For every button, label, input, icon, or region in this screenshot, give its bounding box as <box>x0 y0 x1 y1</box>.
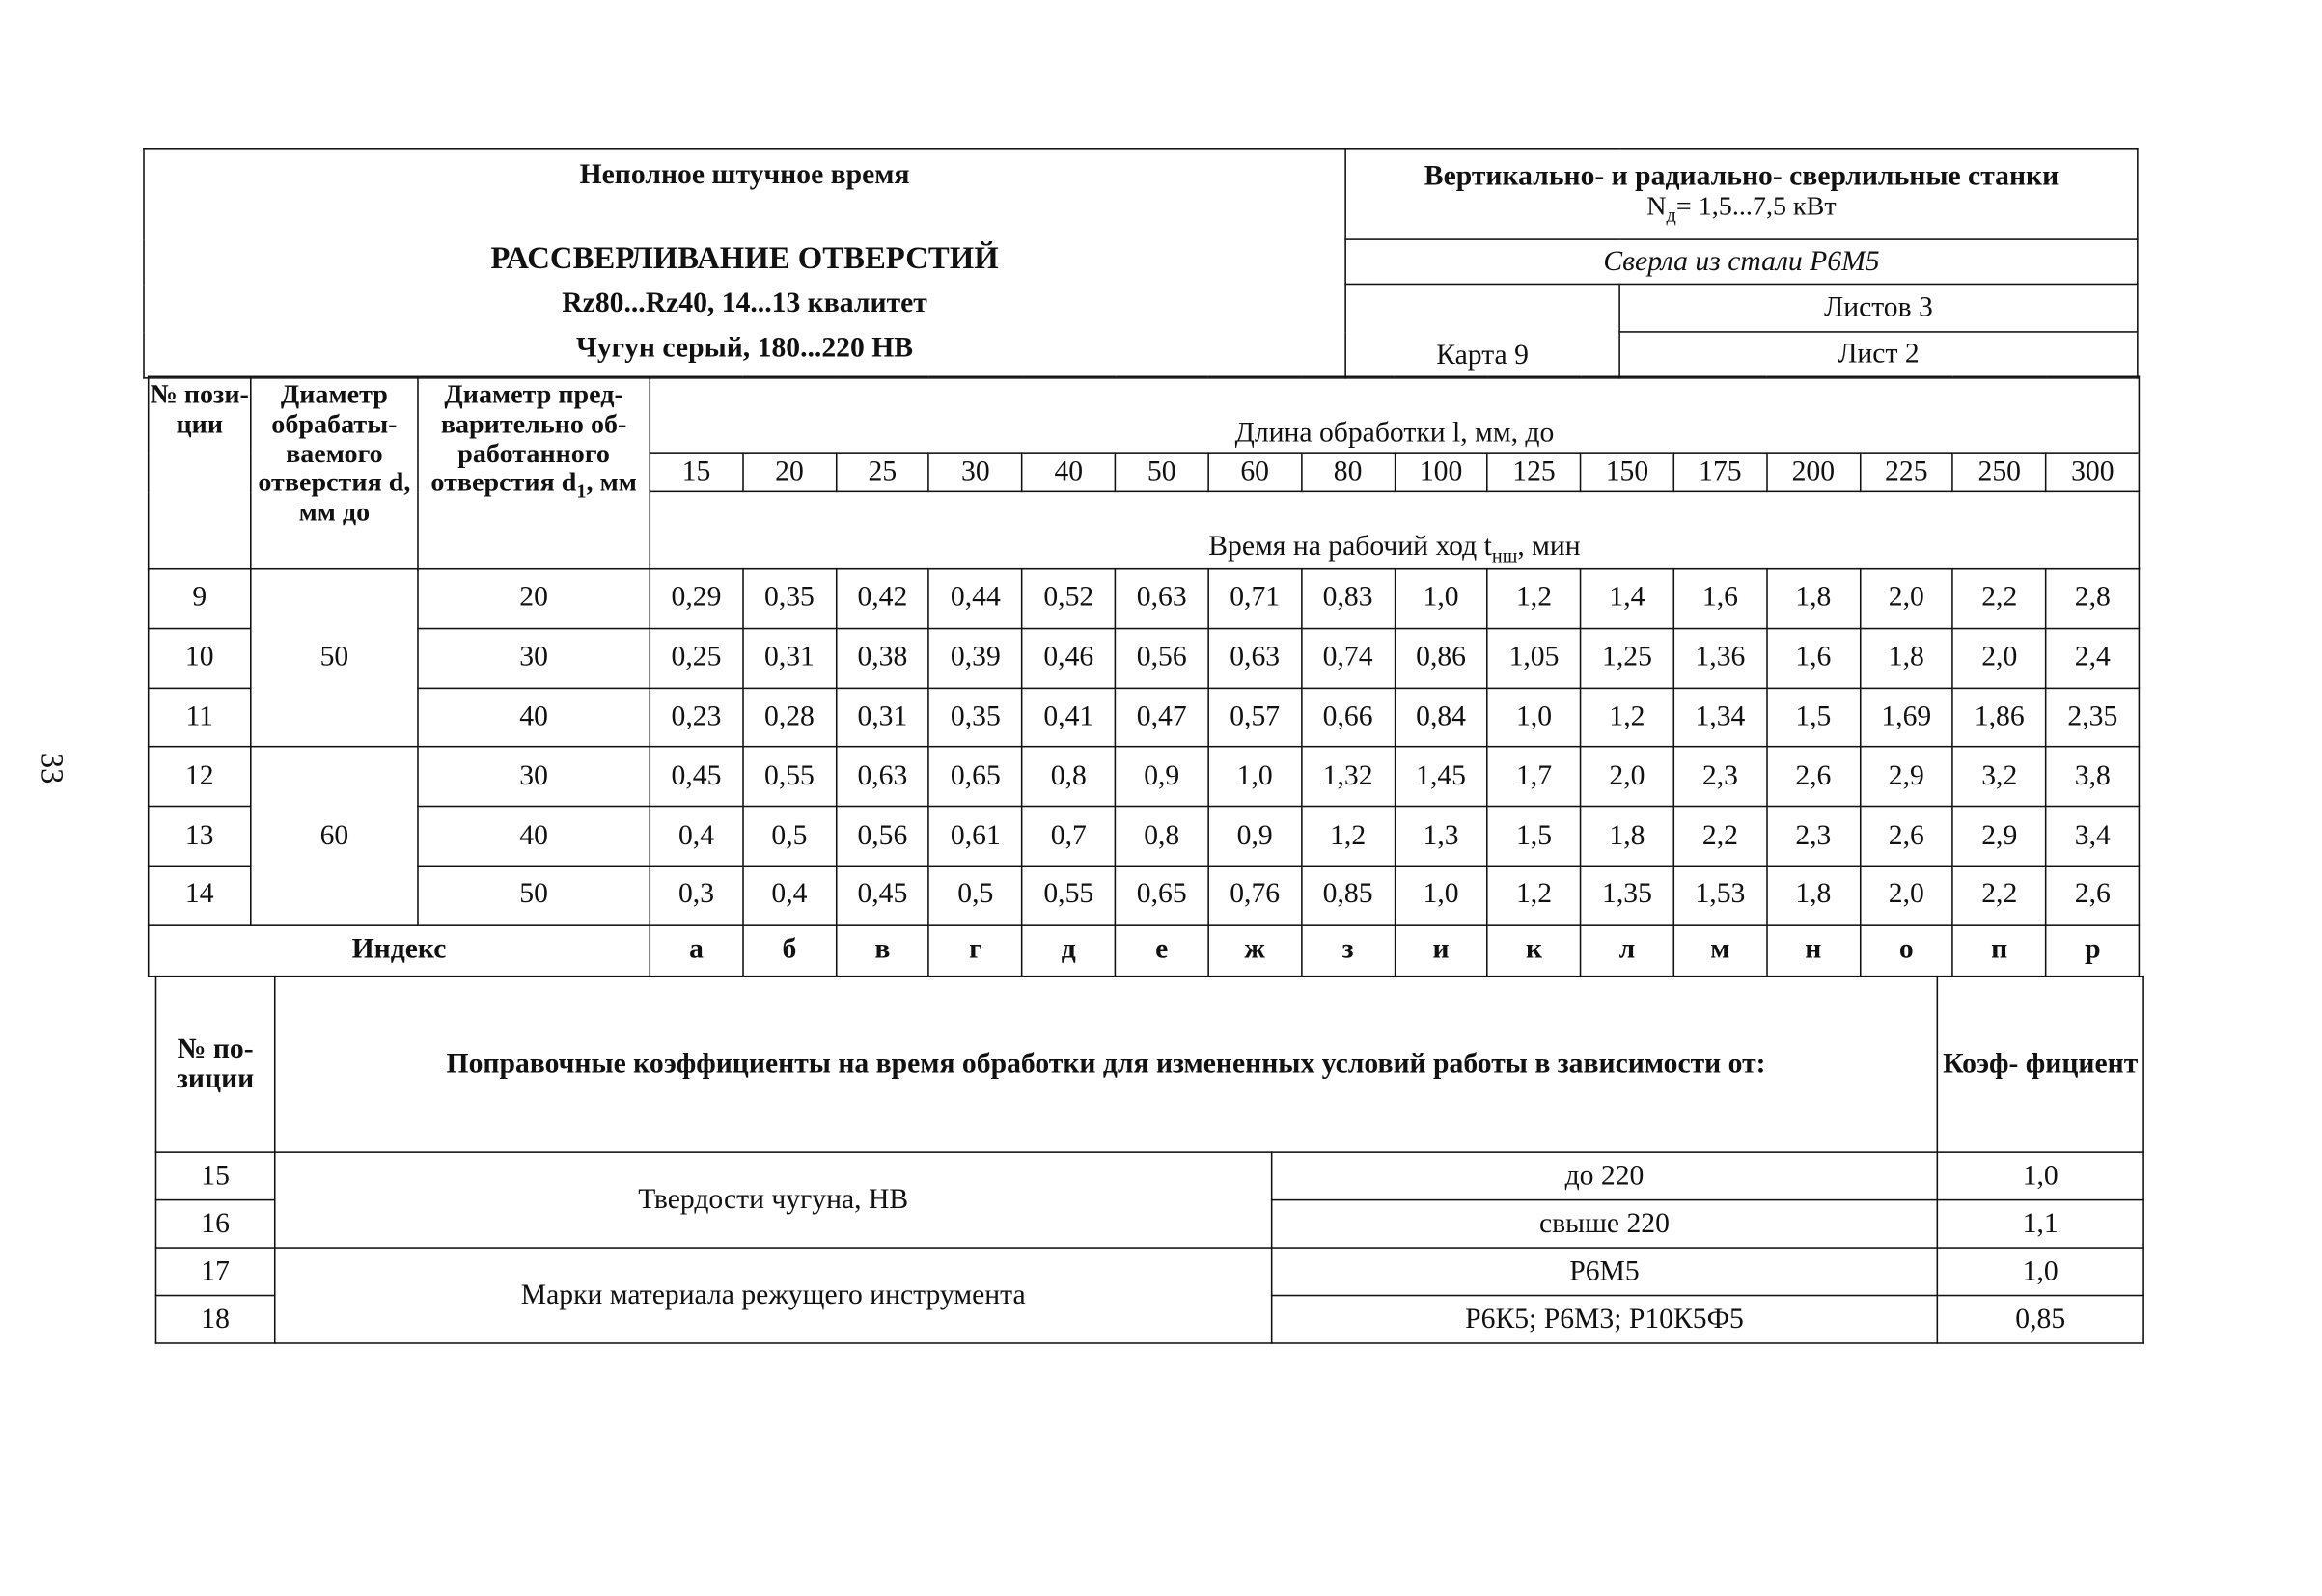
time-value-cell: 0,84 <box>1395 688 1487 748</box>
index-cell: ж <box>1208 925 1301 977</box>
index-label: Индекс <box>149 925 650 977</box>
corr-position-header: № по- зиции <box>155 977 274 1152</box>
pre-diameter-cell: 30 <box>418 628 650 688</box>
time-value-cell: 0,41 <box>1022 688 1115 748</box>
time-value-cell: 1,6 <box>1673 569 1766 629</box>
time-value-cell: 0,83 <box>1301 569 1394 629</box>
index-cell: в <box>836 925 928 977</box>
pre-diameter-sub: 1 <box>576 480 587 503</box>
time-value-cell: 1,2 <box>1301 807 1394 867</box>
index-cell: г <box>929 925 1022 977</box>
time-value-cell: 0,57 <box>1208 688 1301 748</box>
header-material: Чугун серый, 180...220 НВ <box>576 332 914 365</box>
time-value-cell: 0,45 <box>650 747 742 807</box>
time-value-cell: 1,45 <box>1395 747 1487 807</box>
time-value-cell: 0,74 <box>1301 628 1394 688</box>
time-value-cell: 0,71 <box>1208 569 1301 629</box>
time-value-cell: 1,36 <box>1673 628 1766 688</box>
time-value-cell: 3,8 <box>2046 747 2140 807</box>
time-value-cell: 0,23 <box>650 688 742 748</box>
time-value-cell: 1,2 <box>1487 866 1580 925</box>
index-cell: д <box>1022 925 1115 977</box>
corr-coef-cell: 1,0 <box>1937 1152 2143 1199</box>
time-value-cell: 2,9 <box>1860 747 1952 807</box>
time-value-cell: 2,3 <box>1767 807 1860 867</box>
time-value-cell: 0,3 <box>650 866 742 925</box>
time-value-cell: 0,61 <box>929 807 1022 867</box>
time-value-cell: 0,85 <box>1301 866 1394 925</box>
time-value-cell: 1,2 <box>1581 688 1673 748</box>
corr-condition-cell: свыше 220 <box>1272 1200 1938 1248</box>
table-row <box>149 866 2140 925</box>
time-value-cell: 1,05 <box>1487 628 1580 688</box>
corr-coef-cell: 1,1 <box>1937 1200 2143 1248</box>
time-value-cell: 0,55 <box>1022 866 1115 925</box>
header-card: Карта 9 <box>1345 284 1619 377</box>
time-value-cell: 1,2 <box>1487 569 1580 629</box>
time-value-cell: 2,6 <box>1767 747 1860 807</box>
corr-position-cell: 15 <box>155 1152 274 1199</box>
time-value-cell: 0,7 <box>1022 807 1115 867</box>
col-pre-diameter-header <box>418 376 650 568</box>
time-value-cell: 0,9 <box>1208 807 1301 867</box>
time-value-cell: 1,53 <box>1673 866 1766 925</box>
correction-table <box>155 976 2144 1344</box>
page-number: 33 <box>35 752 72 784</box>
corr-condition-cell: Р6М5 <box>1272 1248 1938 1295</box>
index-cell: м <box>1673 925 1766 977</box>
length-cell: 25 <box>836 453 928 491</box>
corr-position-cell: 17 <box>155 1248 274 1295</box>
position-cell: 12 <box>149 747 251 807</box>
corr-position-cell: 16 <box>155 1200 274 1248</box>
time-value-cell: 1,3 <box>1395 807 1487 867</box>
time-value-cell: 2,0 <box>1581 747 1673 807</box>
time-header-text: Время на рабочий ход t <box>1208 530 1492 563</box>
time-value-cell: 1,8 <box>1767 866 1860 925</box>
time-value-cell: 2,2 <box>1673 807 1766 867</box>
pre-diameter-cell: 20 <box>418 569 650 629</box>
time-value-cell: 1,8 <box>1860 628 1952 688</box>
time-value-cell: 2,9 <box>1953 807 2046 867</box>
length-header: Длина обработки l, мм, до <box>650 376 2139 453</box>
corr-condition-cell: до 220 <box>1272 1152 1938 1199</box>
pre-diameter-text: Диаметр пред- варительно об- работанного отверстия d <box>430 378 627 498</box>
length-cell: 80 <box>1301 453 1394 491</box>
time-value-cell: 0,47 <box>1115 688 1207 748</box>
length-cell: 100 <box>1395 453 1487 491</box>
length-cell: 60 <box>1208 453 1301 491</box>
time-value-cell: 1,0 <box>1395 569 1487 629</box>
time-value-cell: 0,31 <box>836 688 928 748</box>
table-row <box>149 688 2140 748</box>
length-cell: 300 <box>2046 453 2140 491</box>
length-cell: 225 <box>1860 453 1952 491</box>
index-cell: з <box>1301 925 1394 977</box>
table-row <box>149 807 2140 867</box>
time-value-cell: 0,86 <box>1395 628 1487 688</box>
position-cell: 10 <box>149 628 251 688</box>
length-cell: 15 <box>650 453 742 491</box>
pre-diameter-unit: , мм <box>586 467 637 498</box>
time-value-cell: 1,35 <box>1581 866 1673 925</box>
time-value-cell: 1,8 <box>1767 569 1860 629</box>
header-power: $N_д= 1,5...7,5$ кВт <box>1646 190 1837 227</box>
header-machines-cell <box>1345 149 2138 239</box>
position-cell: 14 <box>149 866 251 925</box>
index-cell: р <box>2046 925 2140 977</box>
time-value-cell: 0,42 <box>836 569 928 629</box>
header-row <box>149 376 2140 453</box>
header-sheet: Лист 2 <box>1619 332 2138 378</box>
time-value-cell: 0,63 <box>1208 628 1301 688</box>
time-value-cell: 2,0 <box>1953 628 2046 688</box>
time-value-cell: 2,3 <box>1673 747 1766 807</box>
time-value-cell: 0,4 <box>743 866 836 925</box>
time-value-cell: 0,63 <box>836 747 928 807</box>
time-value-cell: 2,4 <box>2046 628 2140 688</box>
time-value-cell: 0,4 <box>650 807 742 867</box>
index-cell: и <box>1395 925 1487 977</box>
index-cell: е <box>1115 925 1207 977</box>
time-value-cell: 1,69 <box>1860 688 1952 748</box>
length-cell: 150 <box>1581 453 1673 491</box>
time-header-sub: нш <box>1491 543 1518 566</box>
time-value-cell: 0,55 <box>743 747 836 807</box>
time-value-cell: 0,65 <box>1115 866 1207 925</box>
time-value-cell: 0,35 <box>743 569 836 629</box>
time-value-cell: 1,4 <box>1581 569 1673 629</box>
time-value-cell: 2,6 <box>2046 866 2140 925</box>
time-value-cell: 0,38 <box>836 628 928 688</box>
length-cell: 250 <box>1953 453 2046 491</box>
time-value-cell: 0,76 <box>1208 866 1301 925</box>
time-value-cell: 1,34 <box>1673 688 1766 748</box>
time-value-cell: 0,65 <box>929 747 1022 807</box>
time-value-cell: 1,86 <box>1953 688 2046 748</box>
index-cell: б <box>743 925 836 977</box>
header-sheets: Листов 3 <box>1619 284 2138 331</box>
correction-row <box>155 1248 2143 1295</box>
pre-diameter-cell: 50 <box>418 866 650 925</box>
corr-coef-cell: 1,0 <box>1937 1248 2143 1295</box>
time-value-cell: 0,44 <box>929 569 1022 629</box>
header-left-cell <box>144 149 1345 378</box>
time-value-cell: 0,39 <box>929 628 1022 688</box>
table-row <box>149 628 2140 688</box>
time-value-cell: 0,56 <box>1115 628 1207 688</box>
corr-coef-cell: 0,85 <box>1937 1296 2143 1343</box>
index-cell: п <box>1953 925 2046 977</box>
pre-diameter-cell: 40 <box>418 688 650 748</box>
corr-coefficient-header: Коэф- фициент <box>1937 977 2143 1152</box>
pre-diameter-cell: 40 <box>418 807 650 867</box>
time-value-cell: 0,8 <box>1022 747 1115 807</box>
time-value-cell: 0,45 <box>836 866 928 925</box>
corr-factor-cell: Твердости чугуна, НВ <box>275 1152 1272 1248</box>
time-value-cell: 0,25 <box>650 628 742 688</box>
time-value-cell: 1,0 <box>1395 866 1487 925</box>
time-value-cell: 1,8 <box>1581 807 1673 867</box>
time-value-cell: 2,8 <box>2046 569 2140 629</box>
corr-position-cell: 18 <box>155 1296 274 1343</box>
time-value-cell: 0,28 <box>743 688 836 748</box>
length-cell: 20 <box>743 453 836 491</box>
time-value-cell: 0,5 <box>929 866 1022 925</box>
index-row <box>149 925 2140 977</box>
time-value-cell: 2,2 <box>1953 569 2046 629</box>
table-row <box>149 569 2140 629</box>
time-value-cell: 0,35 <box>929 688 1022 748</box>
index-cell: н <box>1767 925 1860 977</box>
time-table <box>148 376 2141 977</box>
time-value-cell: 2,2 <box>1953 866 2046 925</box>
header-drills: Сверла из стали Р6М5 <box>1345 239 2138 284</box>
time-value-cell: 3,2 <box>1953 747 2046 807</box>
time-value-cell: 3,4 <box>2046 807 2140 867</box>
length-cell: 125 <box>1487 453 1580 491</box>
time-value-cell: 0,63 <box>1115 569 1207 629</box>
index-cell: о <box>1860 925 1952 977</box>
position-cell: 13 <box>149 807 251 867</box>
header-roughness: Rz80...Rz40, 14...13 квалитет <box>562 288 927 319</box>
time-value-cell: 0,46 <box>1022 628 1115 688</box>
header-title: РАССВЕРЛИВАНИЕ ОТВЕРСТИЙ <box>490 239 999 276</box>
position-cell: 9 <box>149 569 251 629</box>
time-value-cell: 1,5 <box>1767 688 1860 748</box>
position-cell: 11 <box>149 688 251 748</box>
time-header-unit: , мин <box>1517 530 1581 563</box>
col-position-header: № пози- ции <box>149 376 251 568</box>
time-value-cell: 0,9 <box>1115 747 1207 807</box>
time-header <box>650 491 2139 568</box>
corr-description-header: Поправочные коэффициенты на время обработки для измененных условий работы в зависимости от: <box>275 977 1938 1152</box>
diameter-cell: 50 <box>251 569 418 748</box>
col-diameter-header: Диаметр обрабаты- ваемого отверстия d, мм до <box>251 376 418 568</box>
header-time-label: Неполное штучное время <box>579 159 910 191</box>
pre-diameter-cell: 30 <box>418 747 650 807</box>
time-value-cell: 2,0 <box>1860 866 1952 925</box>
time-value-cell: 1,0 <box>1487 688 1580 748</box>
time-value-cell: 0,52 <box>1022 569 1115 629</box>
index-cell: а <box>650 925 742 977</box>
diameter-cell: 60 <box>251 747 418 925</box>
time-value-cell: 0,56 <box>836 807 928 867</box>
correction-row <box>155 1152 2143 1199</box>
time-value-cell: 1,0 <box>1208 747 1301 807</box>
index-cell: л <box>1581 925 1673 977</box>
time-value-cell: 1,25 <box>1581 628 1673 688</box>
time-value-cell: 2,6 <box>1860 807 1952 867</box>
corr-condition-cell: Р6К5; Р6М3; Р10К5Ф5 <box>1272 1296 1938 1343</box>
length-cell: 175 <box>1673 453 1766 491</box>
length-cell: 30 <box>929 453 1022 491</box>
table-row <box>149 747 2140 807</box>
time-value-cell: 2,0 <box>1860 569 1952 629</box>
time-value-cell: 0,5 <box>743 807 836 867</box>
time-value-cell: 1,32 <box>1301 747 1394 807</box>
time-value-cell: 2,35 <box>2046 688 2140 748</box>
header-table <box>143 148 2138 379</box>
time-value-cell: 1,7 <box>1487 747 1580 807</box>
corr-factor-cell: Марки материала режущего инструмента <box>275 1248 1272 1343</box>
time-value-cell: 1,6 <box>1767 628 1860 688</box>
time-value-cell: 0,31 <box>743 628 836 688</box>
header-machines: Вертикально- и радиально- сверлильные станки <box>1424 160 2059 193</box>
index-cell: к <box>1487 925 1580 977</box>
length-cell: 200 <box>1767 453 1860 491</box>
time-value-cell: 0,8 <box>1115 807 1207 867</box>
time-value-cell: 0,66 <box>1301 688 1394 748</box>
time-value-cell: 0,29 <box>650 569 742 629</box>
correction-header-row <box>155 977 2143 1152</box>
length-cell: 50 <box>1115 453 1207 491</box>
time-value-cell: 1,5 <box>1487 807 1580 867</box>
length-cell: 40 <box>1022 453 1115 491</box>
